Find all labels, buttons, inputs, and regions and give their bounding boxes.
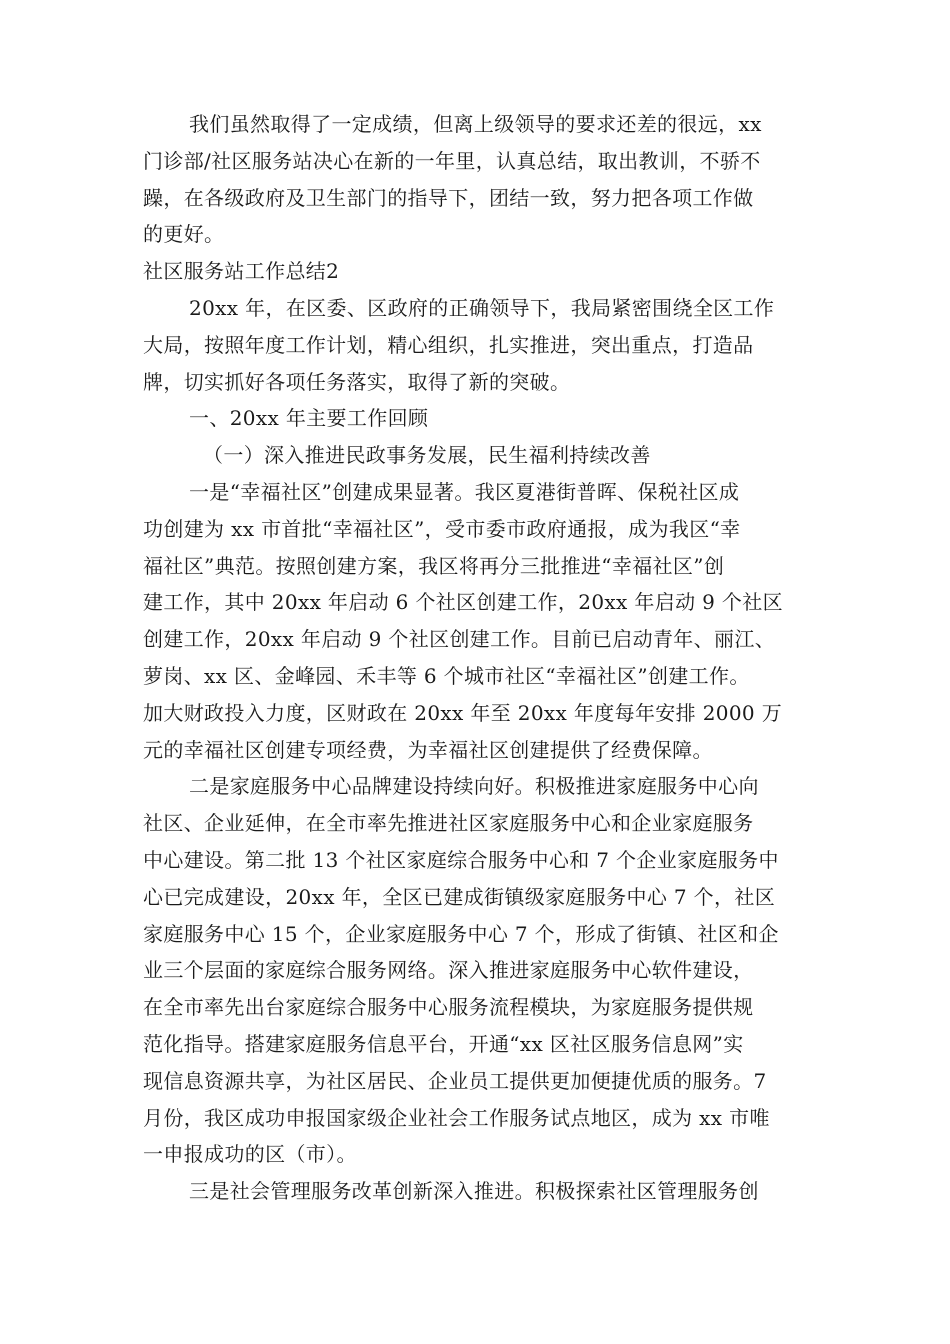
paragraph-line: 元的幸福社区创建专项经费，为幸福社区创建提供了经费保障。: [143, 737, 713, 762]
paragraph-line: 的更好。: [143, 222, 225, 247]
paragraph-line: 二是家庭服务中心品牌建设持续向好。积极推进家庭服务中心向: [189, 774, 759, 799]
paragraph-line: 20xx 年，在区委、区政府的正确领导下，我局紧密围绕全区工作: [189, 295, 775, 320]
paragraph-line: 萝岗、xx 区、金峰园、禾丰等 6 个城市社区“幸福社区”创建工作。: [143, 663, 750, 688]
document-body: [143, 106, 809, 1210]
paragraph-line: 业三个层面的家庭综合服务网络。深入推进家庭服务中心软件建设，: [143, 958, 754, 983]
subheading: （一）深入推进民政事务发展，民生福利持续改善: [203, 443, 651, 468]
paragraph-line: 门诊部/社区服务站决心在新的一年里，认真总结，取出教训，不骄不: [143, 148, 761, 173]
paragraph-line: 一申报成功的区（市）。: [143, 1142, 357, 1167]
paragraph-line: 在全市率先出台家庭综合服务中心服务流程模块，为家庭服务提供规: [143, 995, 754, 1020]
paragraph-line: 范化指导。搭建家庭服务信息平台，开通“xx 区社区服务信息网”实: [143, 1031, 744, 1056]
paragraph-line: 一是“幸福社区”创建成果显著。我区夏港街普晖、保税社区成: [189, 479, 740, 504]
paragraph-line: 创建工作，20xx 年启动 9 个社区创建工作。目前已启动青年、丽江、: [143, 627, 776, 652]
paragraph-line: 三是社会管理服务改革创新深入推进。积极探索社区管理服务创: [189, 1179, 759, 1204]
subheading: 一、20xx 年主要工作回顾: [189, 406, 429, 431]
paragraph-line: 功创建为 xx 市首批“幸福社区”，受市委市政府通报，成为我区“幸: [143, 516, 741, 541]
paragraph-line: 牌，切实抓好各项任务落实，取得了新的突破。: [143, 369, 571, 394]
paragraph-line: 建工作，其中 20xx 年启动 6 个社区创建工作，20xx 年启动 9 个社区: [143, 590, 783, 615]
paragraph-line: 社区、企业延伸，在全市率先推进社区家庭服务中心和企业家庭服务: [143, 811, 754, 836]
paragraph-line: 大局，按照年度工作计划，精心组织，扎实推进，突出重点，打造品: [143, 332, 754, 357]
paragraph-line: 加大财政投入力度，区财政在 20xx 年至 20xx 年度每年安排 2000 万: [143, 700, 783, 725]
paragraph-line: 中心建设。第二批 13 个社区家庭综合服务中心和 7 个企业家庭服务中: [143, 847, 779, 872]
paragraph-line: 现信息资源共享，为社区居民、企业员工提供更加便捷优质的服务。7: [143, 1068, 767, 1093]
paragraph-line: 月份，我区成功申报国家级企业社会工作服务试点地区，成为 xx 市唯: [143, 1105, 770, 1130]
paragraph-line: 心已完成建设，20xx 年，全区已建成街镇级家庭服务中心 7 个，社区: [143, 884, 776, 909]
paragraph-line: 福社区”典范。按照创建方案，我区将再分三批推进“幸福社区”创: [143, 553, 725, 578]
paragraph-line: 躁，在各级政府及卫生部门的指导下，团结一致，努力把各项工作做: [143, 185, 754, 210]
section-heading: 社区服务站工作总结2: [143, 259, 340, 284]
paragraph-line: 我们虽然取得了一定成绩，但离上级领导的要求还差的很远，xx: [189, 112, 762, 136]
paragraph-line: 家庭服务中心 15 个，企业家庭服务中心 7 个，形成了街镇、社区和企: [143, 921, 779, 946]
